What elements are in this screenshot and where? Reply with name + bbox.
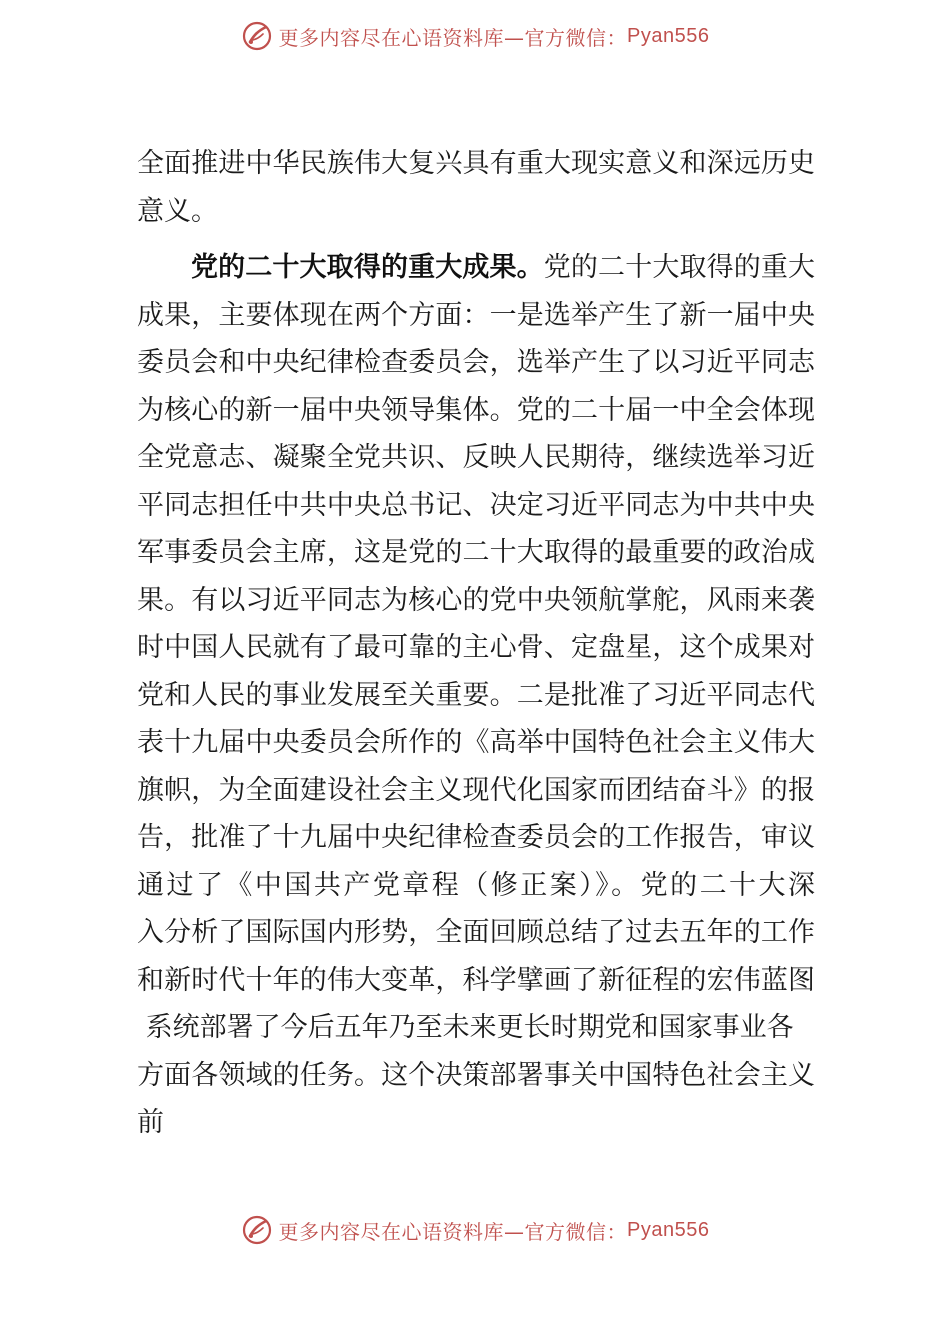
text-line: 委员会和中央纪律检查委员会，选举产生了以习近平同志 [137, 347, 815, 378]
text-line: 前 [137, 1107, 164, 1138]
text-line: 通过了《中国共产党章程（修正案）》。党的二十大深 [137, 869, 815, 901]
text-line: 党和人民的事业发展至关重要。二是批准了习近平同志代 [137, 679, 815, 711]
text-line: 和新时代十年的伟大变革，科学擘画了新征程的宏伟蓝图 [137, 964, 815, 996]
brush-logo-icon [241, 20, 273, 52]
text-line: 果。有以习近平同志为核心的党中央领航掌舵，风雨来袭 [137, 584, 815, 616]
paragraph-2 [137, 244, 815, 1147]
text-line: 入分析了国际国内形势，全面回顾总结了过去五年的工作 [137, 917, 815, 948]
text-line: 旗帜，为全面建设社会主义现代化国家而团结奋斗》的报 [137, 774, 815, 806]
footer-wechat-id: Pyan556 [627, 1218, 710, 1241]
text-line [137, 244, 815, 292]
header-wechat-id: Pyan556 [627, 24, 710, 47]
footer-banner [0, 1208, 950, 1252]
text-line: 平同志担任中共中央总书记、决定习近平同志为中共中央 [137, 489, 815, 521]
section-heading: 党的二十大取得的重大成果。 [191, 252, 544, 283]
text-line: 告，批准了十九届中央纪律检查委员会的工作报告，审议 [137, 822, 815, 853]
text-line: 为核心的新一届中央领导集体。党的二十届一中全会体现 [137, 394, 815, 426]
header-banner [0, 14, 950, 58]
text-line: 全面推进中华民族伟大复兴具有重大现实意义和深远历史 [137, 148, 815, 179]
text-line: 系统部署了今后五年乃至未来更长时期党和国家事业各 [137, 1012, 794, 1043]
document-body [137, 140, 815, 1147]
text-line: 军事委员会主席，这是党的二十大取得的最重要的政治成 [137, 537, 815, 568]
footer-banner-text: 更多内容尽在心语资料库—官方微信： [278, 1219, 628, 1244]
text-run: 党的二十大取得的重大 [543, 252, 815, 283]
text-line: 表十九届中央委员会所作的《高举中国特色社会主义伟大 [137, 727, 815, 758]
text-line: 成果，主要体现在两个方面：一是选举产生了新一届中央 [137, 299, 815, 331]
text-line: 时中国人民就有了最可靠的主心骨、定盘星，这个成果对 [137, 632, 815, 663]
text-line: 方面各领域的任务。这个决策部署事关中国特色社会主义 [137, 1059, 815, 1091]
paragraph-1 [137, 140, 815, 235]
brush-logo-icon [241, 1214, 273, 1246]
text-line: 全党意志、凝聚全党共识、反映人民期待，继续选举习近 [137, 442, 815, 473]
text-line: 意义。 [137, 195, 218, 227]
header-banner-text: 更多内容尽在心语资料库—官方微信： [278, 25, 628, 50]
